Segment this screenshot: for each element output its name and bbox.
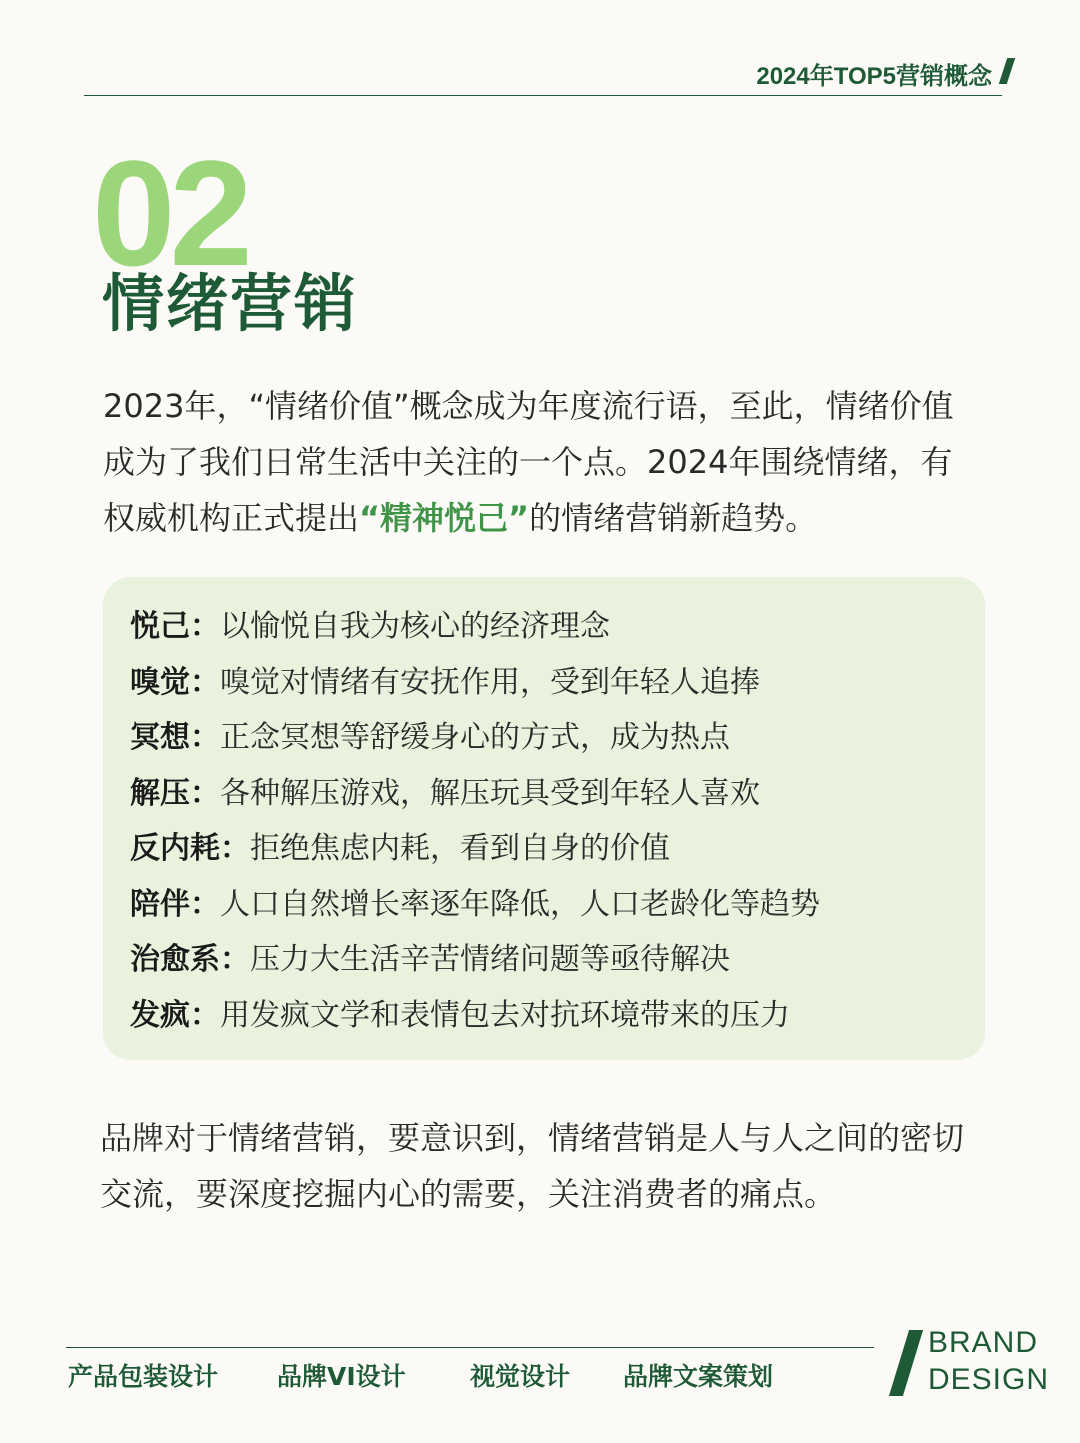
footer-item-packaging-design[interactable]: 产品包装设计 xyxy=(68,1362,219,1391)
footer-item-brand-vi-design[interactable]: 品牌VI设计 xyxy=(277,1362,406,1391)
term-row xyxy=(130,932,970,988)
brand-logo xyxy=(928,1324,1049,1398)
brand-logo-line2: DESIGN xyxy=(928,1363,1050,1396)
term-description: 以愉悦自我为核心的经济理念 xyxy=(220,609,610,644)
term-row xyxy=(130,766,970,822)
footer-item-visual-design[interactable]: 视觉设计 xyxy=(470,1362,571,1391)
term-name: 悦己： xyxy=(130,609,220,644)
term-description: 用发疯文学和表情包去对抗环境带来的压力 xyxy=(220,997,790,1033)
footer-divider xyxy=(66,1347,874,1348)
intro-highlight: “精神悦己” xyxy=(359,499,530,537)
term-name: 陪伴： xyxy=(130,886,220,922)
header-slash-decoration xyxy=(999,58,1015,84)
term-description: 正念冥想等舒缓身心的方式，成为热点 xyxy=(220,720,730,755)
term-name: 反内耗： xyxy=(130,831,250,866)
term-description: 嗅觉对情绪有安抚作用，受到年轻人追捧 xyxy=(220,664,760,700)
term-description: 人口自然增长率逐年降低，人口老龄化等趋势 xyxy=(220,886,820,922)
brand-slash-decoration xyxy=(889,1330,923,1396)
footer-nav xyxy=(68,1359,828,1395)
term-row xyxy=(130,710,970,766)
terms-box xyxy=(103,577,985,1060)
term-description: 压力大生活辛苦情绪问题等亟待解决 xyxy=(250,942,730,977)
header-divider xyxy=(84,95,1002,96)
brand-logo-line1: BRAND xyxy=(928,1326,1039,1359)
intro-text-before: 2023年，“情绪价值”概念成为年度流行语，至此，情绪价值成为了我们日常生活中关注的一个点。2024年围绕情绪，有权威机构正式提出 xyxy=(103,387,954,537)
term-name: 发疯： xyxy=(130,997,220,1033)
term-row xyxy=(130,877,970,933)
term-row xyxy=(130,988,970,1044)
term-name: 冥想： xyxy=(130,720,220,755)
term-row xyxy=(130,821,970,877)
section-title: 情绪营销 xyxy=(102,267,359,340)
term-description: 拒绝焦虑内耗，看到自身的价值 xyxy=(250,831,670,866)
intro-text-after: 的情绪营销新趋势。 xyxy=(529,499,818,537)
intro-paragraph xyxy=(103,378,983,546)
section-number: 02 xyxy=(92,129,247,297)
term-row xyxy=(130,655,970,711)
header-tag: 2024年TOP5营销概念 xyxy=(756,63,992,90)
term-description: 各种解压游戏，解压玩具受到年轻人喜欢 xyxy=(220,775,760,811)
term-name: 解压： xyxy=(130,775,220,811)
term-row xyxy=(130,599,970,655)
term-name: 治愈系： xyxy=(130,942,250,977)
footer-item-brand-copywriting[interactable]: 品牌文案策划 xyxy=(623,1362,774,1391)
term-name: 嗅觉： xyxy=(130,664,220,700)
closing-paragraph: 品牌对于情绪营销，要意识到，情绪营销是人与人之间的密切交流，要深度挖掘内心的需要，关注消费者的痛点。 xyxy=(100,1119,965,1213)
terms-list xyxy=(130,599,970,1043)
